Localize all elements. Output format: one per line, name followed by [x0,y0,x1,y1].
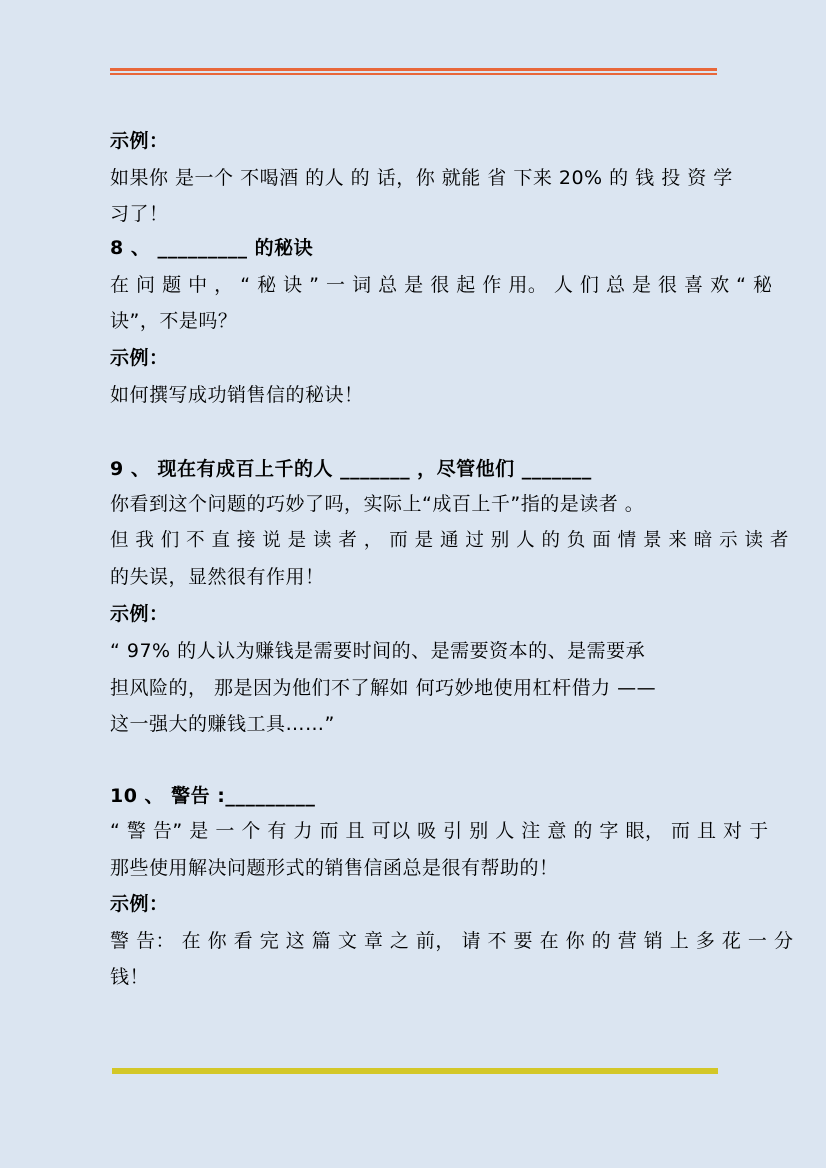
heading-line: 示例： [110,130,169,152]
bottom-rule [112,1068,718,1074]
spacer [110,846,800,853]
blank-line [110,745,800,775]
heading-line: 9 、 现在有成百上千的人 _______ ，尽管他们 _______ [110,458,592,480]
heading-line: 10 、 警告 :_________ [110,785,316,807]
body-line: 如果你 是一个 不喝酒 的人 的 话，你 就能 省 下来 20% 的 钱 投 资 学 [110,167,733,189]
spacer [110,629,800,636]
body-line: “ 97% 的人认为赚钱是需要时间的、是需要资本的、是需要承 [110,640,646,662]
heading-line: 8 、 _________ 的秘诀 [110,237,314,259]
spacer [110,336,800,343]
spacer [110,156,800,163]
body-line: 那些使用解决问题形式的销售信函总是很有帮助的！ [110,857,559,879]
heading-line: 示例： [110,893,169,915]
spacer [110,919,800,926]
heading-line: 示例： [110,347,169,369]
document-body [110,126,800,992]
body-line: 警 告： 在 你 看 完 这 篇 文 章 之 前， 请 不 要 在 你 的 营 销 上 多 花 一 分 [110,930,794,952]
spacer [110,592,800,599]
body-line: 的失误，显然很有作用！ [110,566,325,588]
spacer [110,519,800,526]
body-line: 这一强大的赚钱工具……” [110,713,335,735]
body-line: 在 问 题 中 ， “ 秘 诀 ” 一 词 总 是 很 起 作 用。 人 们 总 是 很 喜 欢 “ 秘 [110,274,773,296]
spacer [110,263,800,270]
spacer [110,373,800,380]
spacer [110,666,800,673]
body-line: 担风险的， 那是因为他们不了解如 何巧妙地使用杠杆借力 —— [110,677,657,699]
spacer [110,410,800,417]
top-double-rule [110,68,717,76]
body-line: 如何撰写成功销售信的秘诀！ [110,384,364,406]
top-rule-line-1 [110,68,717,71]
body-line: 钱！ [110,966,150,988]
top-rule-line-2 [110,73,717,75]
body-line: 你看到这个问题的巧妙了吗，实际上“成百上千”指的是读者 。 [110,493,645,515]
blank-line [110,417,800,447]
body-line: 诀”，不是吗？ [110,310,238,332]
heading-line: 示例： [110,603,169,625]
body-line: 但 我 们 不 直 接 说 是 读 者 ， 而 是 通 过 别 人 的 负 面 情 景 来 暗 示 读 者 [110,530,789,551]
body-line: “ 警 告” 是 一 个 有 力 而 且 可以 吸 引 别 人 注 意 的 字 眼， 而 且 对 于 [110,820,769,842]
body-line: 习了！ [110,203,169,225]
spacer [110,447,800,454]
